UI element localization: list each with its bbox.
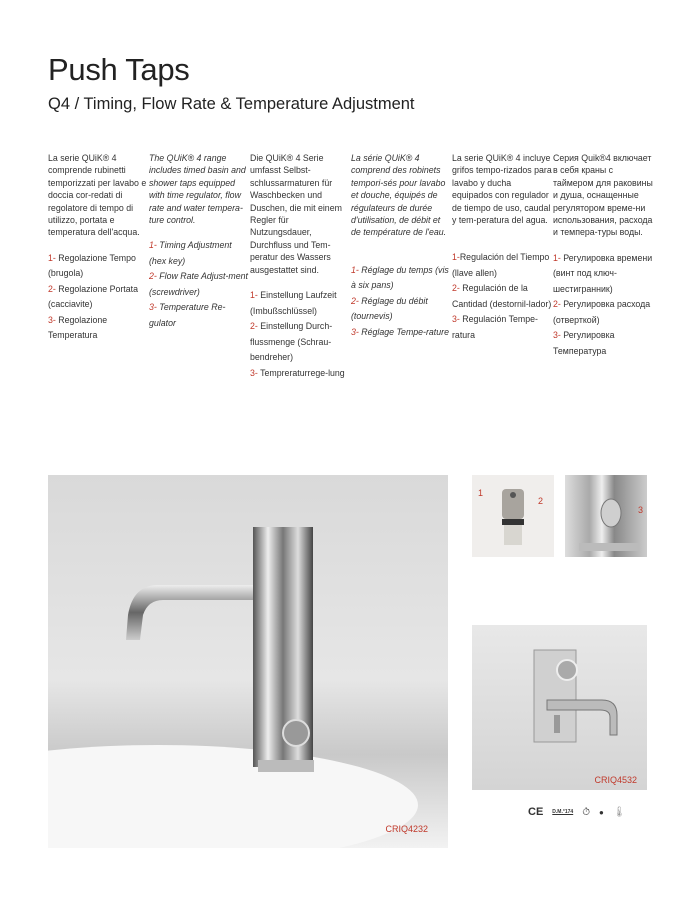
adjustment-item [351, 263, 451, 294]
intro-text: Серия Quik®4 включает в себя краны с таймером для раковины и душа, оснащенные регулятором време-ни использования, расхода и темпера-туры воды. [553, 153, 653, 238]
page-subtitle: Q4 / Timing, Flow Rate & Temperature Adjustment [48, 95, 415, 113]
certification-icons [528, 806, 626, 818]
item-number: 1- [250, 290, 258, 301]
adjustment-item [351, 325, 451, 341]
description-column-es [452, 152, 552, 343]
basin-tap-illustration [48, 475, 448, 848]
adjustment-item [351, 294, 451, 325]
item-text: Einstellung Durch-flussmenge (Schrau-bendreher) [250, 321, 333, 363]
item-text: Регулировка Температура [553, 330, 615, 356]
adjustment-item [48, 313, 148, 344]
item-number: 3- [48, 314, 56, 325]
item-number: 2- [351, 295, 359, 306]
item-text: Temperature Re-gulator [149, 302, 226, 328]
adjustment-item [149, 269, 249, 300]
item-number: 3- [149, 302, 157, 313]
intro-text: La serie QUiK® 4 comprende rubinetti temporizzati per lavabo e doccia cor-redati di regolatore di tempo di utilizzo, portata e temperatura dell'acqua. [48, 153, 147, 238]
item-text: Regulación de la Cantidad (destornil-lador) [452, 283, 552, 309]
adjustment-list [48, 251, 148, 344]
item-text: Regulación Tempe-ratura [452, 314, 538, 340]
main-product-photo [48, 475, 448, 848]
item-text: Regolazione Temperatura [48, 314, 108, 341]
adjustment-list [553, 251, 653, 360]
item-text: Réglage du temps (vis à six pans) [351, 264, 449, 291]
adjustment-item [149, 238, 249, 269]
item-number: 1- [351, 264, 359, 275]
adjustment-item [452, 281, 552, 312]
item-text: Réglage du débit (tournevis) [351, 295, 428, 322]
adjustment-list [250, 288, 350, 381]
cartridge-photo [472, 475, 554, 557]
dm-174-badge: D.M.°174 [552, 809, 574, 815]
item-text: Tempreraturrege-lung [257, 367, 345, 378]
item-number: 2- [250, 321, 258, 332]
item-text: Регулировка времени (винт под ключ-шестигранник) [553, 252, 653, 294]
adjustment-item [149, 300, 249, 331]
adjustment-item [553, 251, 653, 298]
adjustment-list [452, 250, 552, 343]
intro-text: La série QUiK® 4 comprend des robinets tempori-sés pour lavabo et douche, équipés de régulateurs de durée d'utilisation, de débit et de température de l'eau. [351, 153, 447, 238]
item-text: Regolazione Tempo (brugola) [48, 252, 136, 279]
temperature-knob-photo [565, 475, 647, 557]
adjustment-item [553, 328, 653, 359]
item-text: Einstellung Laufzeit (Imbußschlüssel) [250, 290, 337, 316]
item-number: 1- [553, 252, 561, 263]
adjustment-item [452, 312, 552, 343]
item-text: Regulación del Tiempo (llave allen) [452, 252, 550, 278]
intro-text: Die QUiK® 4 Serie umfasst Selbst-schlussarmaturen für Waschbecken und Duschen, die mit einem Regler für Nutzungsdauer, Durchfluss und Tem-peratur des Wassers ausgestattet sind. [250, 153, 342, 275]
thermometer-icon: 🌡 [612, 806, 626, 818]
adjustment-item [48, 251, 148, 282]
adjustment-item [250, 288, 350, 319]
adjustment-list [149, 238, 249, 331]
wall-photo-caption: CRIQ4532 [594, 775, 637, 785]
main-photo-caption: CRIQ4232 [385, 824, 428, 834]
page-title: Push Taps [48, 52, 190, 87]
item-number: 2- [149, 271, 157, 282]
item-number: 3- [452, 314, 460, 325]
item-number: 1- [452, 252, 460, 263]
adjustment-item [250, 366, 350, 382]
callout-1: 1 [478, 488, 484, 498]
adjustment-item [553, 297, 653, 328]
item-number: 2- [553, 299, 561, 310]
callout-2: 2 [538, 496, 544, 506]
description-column-ru [553, 152, 653, 359]
adjustment-list [351, 263, 451, 341]
item-number: 1- [48, 252, 56, 263]
ce-mark-icon: CE [528, 806, 544, 818]
description-column-en [149, 152, 249, 331]
item-text: Réglage Tempe-rature [358, 326, 449, 337]
item-number: 2- [48, 283, 56, 294]
description-column-it [48, 152, 148, 344]
flow-icon: ● [599, 807, 604, 817]
intro-text: The QUiK® 4 range includes timed basin and shower taps equipped with time regulator, flow rate and water tempera-ture control. [149, 153, 246, 226]
item-text: Регулировка расхода (отверткой) [553, 299, 651, 325]
item-number: 1- [149, 240, 157, 251]
timer-icon: ⏱ [582, 806, 590, 818]
description-column-de [250, 152, 350, 381]
item-number: 3- [553, 330, 561, 341]
item-text: Flow Rate Adjust-ment (screwdriver) [149, 271, 248, 297]
description-column-fr [351, 152, 451, 340]
intro-text: La serie QUiK® 4 incluye grifos tempo-rizados para lavabo y ducha equipados con regulador de tiempo de uso, caudal y tem-peratura del agua. [452, 153, 552, 226]
item-number: 3- [250, 367, 258, 378]
item-text: Regolazione Portata (cacciavite) [48, 283, 138, 310]
item-number: 2- [452, 283, 460, 294]
adjustment-item [48, 282, 148, 313]
callout-3: 3 [638, 505, 644, 515]
item-text: Timing Adjustment (hex key) [149, 240, 232, 266]
adjustment-item [250, 319, 350, 366]
wall-tap-photo [472, 625, 647, 790]
adjustment-item [452, 250, 552, 281]
item-number: 3- [351, 326, 359, 337]
